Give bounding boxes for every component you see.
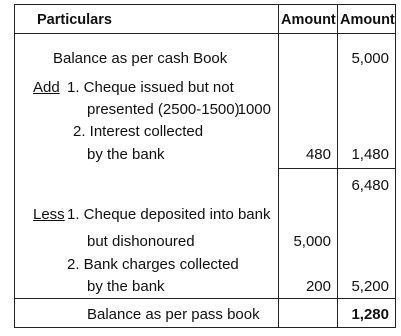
header-amount-2: Amount: [340, 12, 395, 28]
row-balance-cash-book-label: Balance as per cash Book: [53, 50, 228, 67]
add-keyword: Add: [33, 79, 60, 96]
row-balance-cash-book-amount: 5,000: [351, 50, 389, 67]
add-item2-line2: by the bank: [87, 146, 165, 163]
less-item1-line1: 1. Cheque deposited into bank: [67, 206, 271, 223]
add-total: 1,480: [351, 146, 389, 163]
final-rule: [15, 298, 395, 299]
add-item1-amount: 1000: [237, 101, 271, 118]
subtotal-rule: [278, 168, 395, 169]
add-item2-line1: 2. Interest collected: [73, 123, 204, 140]
header-rule: [15, 33, 395, 34]
less-item1-amount: 5,000: [293, 233, 331, 250]
less-item2-amount: 200: [305, 278, 331, 295]
header-amount-1: Amount: [281, 12, 336, 28]
add-item2-amount: 480: [305, 146, 331, 163]
less-item1-line2: but dishonoured: [87, 233, 195, 250]
header-particulars: Particulars: [37, 12, 112, 28]
less-item2-line2: by the bank: [87, 278, 165, 295]
less-item2-line1: 2. Bank charges collected: [67, 256, 239, 273]
less-keyword: Less: [33, 206, 65, 223]
subtotal-amount: 6,480: [351, 177, 389, 194]
row-balance-pass-book-label: Balance as per pass book: [87, 306, 260, 323]
reconciliation-table: [14, 4, 396, 328]
add-item1-line2: presented (2500-1500): [87, 101, 240, 118]
row-balance-pass-book-amount: 1,280: [351, 306, 389, 323]
column-divider-particulars: [278, 5, 279, 327]
add-item1-line1: 1. Cheque issued but not: [67, 79, 234, 96]
less-total: 5,200: [351, 278, 389, 295]
column-divider-amount: [337, 5, 338, 327]
